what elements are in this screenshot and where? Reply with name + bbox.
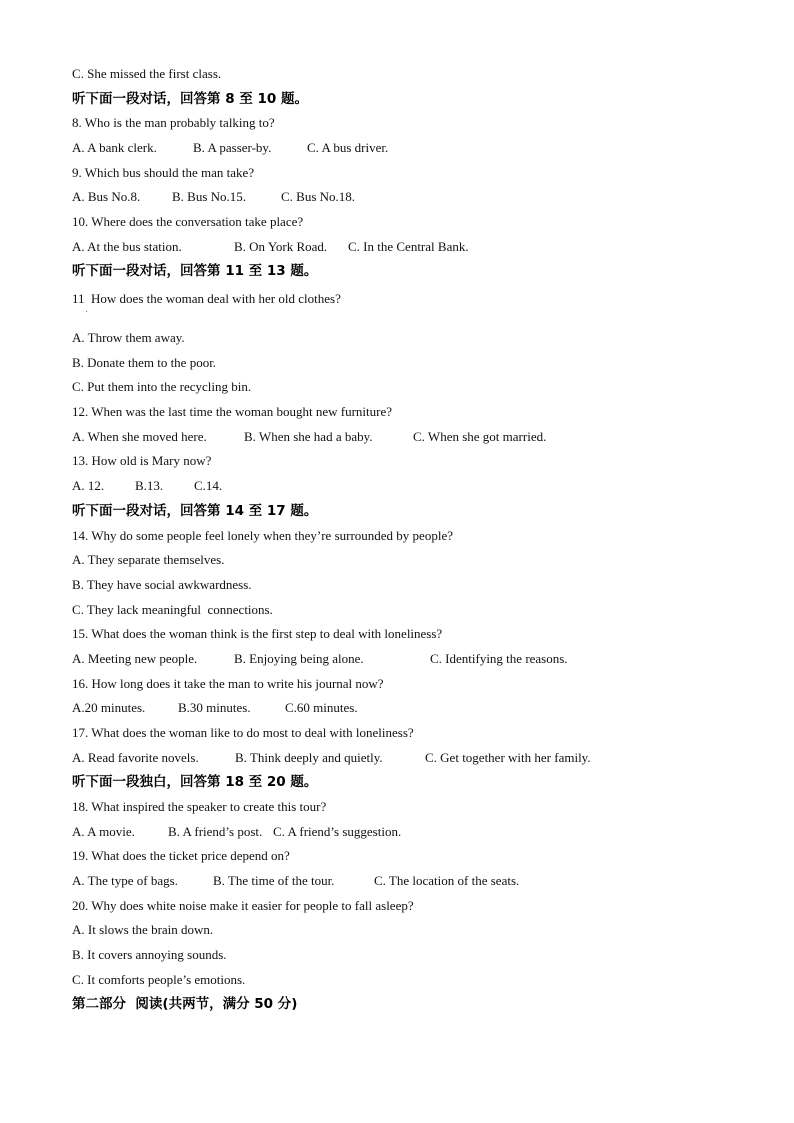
question-line: 18. What inspired the speaker to create this tour? xyxy=(72,799,327,814)
answer-option: A. The type of bags. xyxy=(72,873,178,888)
answer-option: A. 12. xyxy=(72,478,105,493)
answer-option: B.30 minutes. xyxy=(178,700,251,715)
section-heading: 听下面一段独白，回答第 18 至 20 题。 xyxy=(72,774,318,790)
question-line: B. It covers annoying sounds. xyxy=(72,947,227,962)
answer-option: C.60 minutes. xyxy=(285,700,358,715)
answer-option: C. A friend’s suggestion. xyxy=(273,824,402,839)
question-line: A. They separate themselves. xyxy=(72,552,225,567)
answer-option: C. Bus No.18. xyxy=(281,189,356,204)
answer-option: A. Bus No.8. xyxy=(72,189,141,204)
question-line: C. Put them into the recycling bin. xyxy=(72,379,252,394)
stray-dot-mark xyxy=(86,311,87,312)
question-line: C. She missed the first class. xyxy=(72,66,222,81)
answer-option: A.20 minutes. xyxy=(72,700,146,715)
question-line: 17. What does the woman like to do most to deal with loneliness? xyxy=(72,725,414,740)
section-heading: 听下面一段对话，回答第 8 至 10 题。 xyxy=(72,91,308,107)
answer-option: B. A passer-by. xyxy=(193,140,272,155)
question-line: C. They lack meaningful connections. xyxy=(72,602,273,617)
answer-option: C. When she got married. xyxy=(413,429,547,444)
answer-option: A. At the bus station. xyxy=(72,239,182,254)
section-heading: 第二部分 阅读(共两节，满分 50 分) xyxy=(72,996,298,1012)
question-line: A. Throw them away. xyxy=(72,330,185,345)
answer-option: C. Identifying the reasons. xyxy=(430,651,568,666)
question-line: 12. When was the last time the woman bought new furniture? xyxy=(72,404,392,419)
question-line: 13. How old is Mary now? xyxy=(72,453,212,468)
section-heading: 听下面一段对话，回答第 11 至 13 题。 xyxy=(72,263,318,279)
question-line: 15. What does the woman think is the first step to deal with loneliness? xyxy=(72,626,443,641)
answer-option: B. Bus No.15. xyxy=(172,189,247,204)
answer-option: A. Meeting new people. xyxy=(72,651,198,666)
question-line: B. Donate them to the poor. xyxy=(72,355,217,370)
question-line: 20. Why does white noise make it easier for people to fall asleep? xyxy=(72,898,414,913)
answer-option: B. On York Road. xyxy=(234,239,328,254)
answer-option: A. A movie. xyxy=(72,824,135,839)
question-line: 16. How long does it take the man to write his journal now? xyxy=(72,676,384,691)
answer-option: B. A friend’s post. xyxy=(168,824,263,839)
question-line: C. It comforts people’s emotions. xyxy=(72,972,246,987)
answer-option: C. Get together with her family. xyxy=(425,750,591,765)
answer-option: C. A bus driver. xyxy=(307,140,389,155)
answer-option: B. The time of the tour. xyxy=(213,873,335,888)
answer-option: B. Think deeply and quietly. xyxy=(235,750,383,765)
answer-option: C. In the Central Bank. xyxy=(348,239,469,254)
section-heading: 听下面一段对话，回答第 14 至 17 题。 xyxy=(72,503,318,519)
answer-option: A. A bank clerk. xyxy=(72,140,157,155)
answer-option: C.14. xyxy=(194,478,223,493)
question-line: 8. Who is the man probably talking to? xyxy=(72,115,275,130)
question-line: A. It slows the brain down. xyxy=(72,922,214,937)
answer-option: C. The location of the seats. xyxy=(374,873,520,888)
answer-option: B. When she had a baby. xyxy=(244,429,373,444)
answer-option: A. When she moved here. xyxy=(72,429,207,444)
answer-option: A. Read favorite novels. xyxy=(72,750,199,765)
question-line: 14. Why do some people feel lonely when they’re surrounded by people? xyxy=(72,528,453,543)
answer-option: B. Enjoying being alone. xyxy=(234,651,364,666)
answer-option: B.13. xyxy=(135,478,164,493)
question-line: 19. What does the ticket price depend on? xyxy=(72,848,290,863)
question-line: B. They have social awkwardness. xyxy=(72,577,252,592)
question-line: 9. Which bus should the man take? xyxy=(72,165,255,180)
question-line: 11 How does the woman deal with her old clothes? xyxy=(72,291,341,306)
question-line: 10. Where does the conversation take place? xyxy=(72,214,304,229)
